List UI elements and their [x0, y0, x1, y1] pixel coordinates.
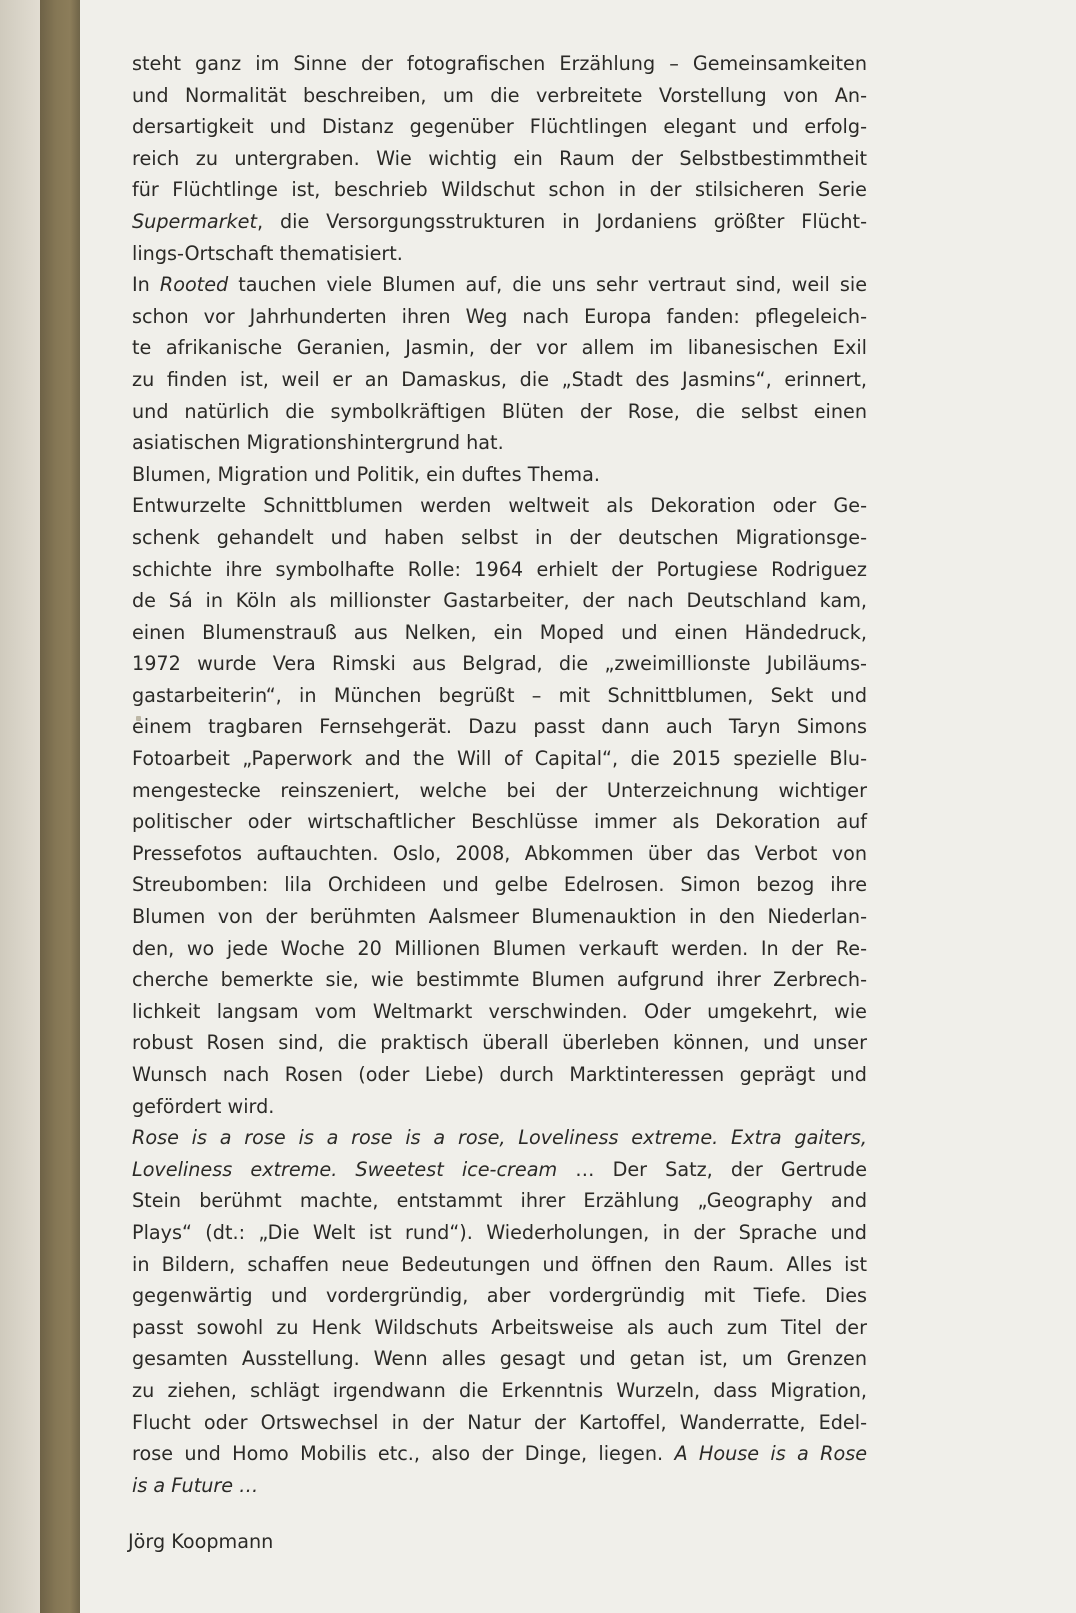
text-line: und natürlich die symbolkräftigen Blüten der Rose, die selbst einen: [132, 399, 867, 423]
text-line: Streubomben: lila Orchideen und gelbe Edelrosen. Simon bezog ihre: [132, 873, 867, 897]
text-line: gastarbeiterin“, in München begrüßt – mit Schnittblumen, Sekt und: [132, 683, 867, 707]
book-binding: [40, 0, 80, 1613]
text-line: dersartigkeit und Distanz gegenüber Flüchtlingen elegant und erfolg-: [132, 115, 867, 139]
text-line: Fotoarbeit „Paperwork and the Will of Capital“, die 2015 spezielle Blu-: [132, 747, 867, 771]
text-line: für Flüchtlinge ist, beschrieb Wildschut schon in der stilsicheren Serie: [132, 178, 867, 202]
text-line: politischer oder wirtschaftlicher Beschlüsse immer als Dekoration auf: [132, 810, 867, 834]
text-line: rose und Homo Mobilis etc., also der Dinge, liegen. A House is a Rose: [132, 1442, 867, 1466]
text-line: robust Rosen sind, die praktisch überall überleben können, und unser: [132, 1031, 867, 1055]
left-margin: [0, 0, 40, 1613]
text-line: in Bildern, schaffen neue Bedeutungen und öffnen den Raum. Alles ist: [132, 1252, 867, 1276]
text-line: einem tragbaren Fernsehgerät. Dazu passt dann auch Taryn Simons: [132, 715, 867, 739]
text-line: Supermarket, die Versorgungsstrukturen in Jordaniens größter Flücht-: [132, 209, 867, 233]
text-line: lings-Ortschaft thematisiert.: [132, 241, 403, 265]
text-line: passt sowohl zu Henk Wildschuts Arbeitsweise als auch zum Titel der: [132, 1315, 867, 1339]
text-line: gegenwärtig und vordergründig, aber vordergründig mit Tiefe. Dies: [132, 1284, 867, 1308]
text-line: Rose is a rose is a rose is a rose, Loveliness extreme. Extra gaiters,: [132, 1126, 867, 1150]
text-line: den, wo jede Woche 20 Millionen Blumen verkauft werden. In der Re-: [132, 936, 867, 960]
text-line: cherche bemerkte sie, wie bestimmte Blumen aufgrund ihrer Zerbrech-: [132, 968, 867, 992]
text-line: steht ganz im Sinne der fotografischen Erzählung – Gemeinsamkeiten: [132, 52, 867, 75]
text-line: reich zu untergraben. Wie wichtig ein Raum der Selbstbestimmtheit: [132, 146, 867, 170]
author-signature: Jörg Koopmann: [128, 1530, 274, 1553]
text-line: gefördert wird.: [132, 1094, 275, 1118]
book-page: [80, 0, 1076, 1613]
text-line: schenk gehandelt und haben selbst in der deutschen Migrationsge-: [132, 525, 867, 549]
text-line: Pressefotos auftauchten. Oslo, 2008, Abkommen über das Verbot von: [132, 841, 867, 865]
text-line: Plays“ (dt.: „Die Welt ist rund“). Wiederholungen, in der Sprache und: [132, 1220, 867, 1244]
text-line: zu ziehen, schlägt irgendwann die Erkenntnis Wurzeln, dass Migration,: [132, 1378, 867, 1402]
text-line: In Rooted tauchen viele Blumen auf, die uns sehr vertraut sind, weil sie: [132, 273, 867, 297]
text-line: schon vor Jahrhunderten ihren Weg nach Europa fanden: pflegeleich-: [132, 304, 867, 328]
text-line: lichkeit langsam vom Weltmarkt verschwinden. Oder umgekehrt, wie: [132, 999, 867, 1023]
text-line: Blumen, Migration und Politik, ein duftes Thema.: [132, 462, 600, 486]
text-line: de Sá in Köln als millionster Gastarbeiter, der nach Deutschland kam,: [132, 589, 867, 613]
text-line: is a Future …: [132, 1473, 259, 1497]
text-line: te afrikanische Geranien, Jasmin, der vor allem im libanesischen Exil: [132, 336, 867, 360]
text-line: einen Blumenstrauß aus Nelken, ein Moped und einen Händedruck,: [132, 620, 867, 644]
text-line: asiatischen Migrationshintergrund hat.: [132, 431, 504, 455]
text-line: Wunsch nach Rosen (oder Liebe) durch Marktinteressen geprägt und: [132, 1063, 867, 1086]
body-text: [132, 48, 867, 1501]
text-line: Flucht oder Ortswechsel in der Natur der Kartoffel, Wanderratte, Edel-: [132, 1410, 867, 1434]
text-line: zu finden ist, weil er an Damaskus, die „Stadt des Jasmins“, erinnert,: [132, 367, 867, 391]
text-line: Entwurzelte Schnittblumen werden weltweit als Dekoration oder Ge-: [132, 494, 867, 518]
text-line: Loveliness extreme. Sweetest ice-cream … Der Satz, der Gertrude: [132, 1157, 867, 1181]
text-line: und Normalität beschreiben, um die verbreitete Vorstellung von An-: [132, 83, 867, 107]
text-line: Blumen von der berühmten Aalsmeer Blumenauktion in den Niederlan-: [132, 905, 867, 929]
text-line: Stein berühmt machte, entstammt ihrer Erzählung „Geography and: [132, 1189, 867, 1213]
text-line: mengestecke reinszeniert, welche bei der Unterzeichnung wichtiger: [132, 778, 867, 802]
text-line: schichte ihre symbolhafte Rolle: 1964 erhielt der Portugiese Rodriguez: [132, 557, 867, 581]
text-line: gesamten Ausstellung. Wenn alles gesagt und getan ist, um Grenzen: [132, 1347, 867, 1371]
text-line: 1972 wurde Vera Rimski aus Belgrad, die „zweimillionste Jubiläums-: [132, 652, 867, 676]
